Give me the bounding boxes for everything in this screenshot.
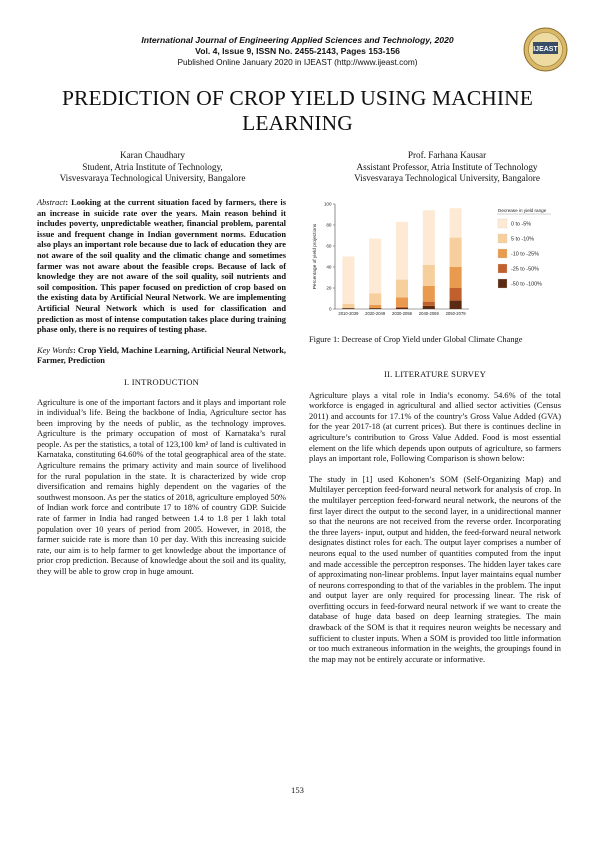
y-axis-label: Percentage of yield projections — [313, 223, 318, 290]
logo-text: IJEAST — [533, 46, 558, 53]
bar-segment — [450, 288, 462, 301]
legend-label: -50 to -100% — [511, 281, 542, 288]
legend-swatch — [498, 264, 507, 273]
intro-heading: I. INTRODUCTION — [123, 376, 200, 387]
y-tick-label: 100 — [323, 201, 332, 207]
legend-title: Decrease in yield range — [498, 208, 547, 213]
author-1-university: Visvesvaraya Technological University, Bangalore — [59, 173, 246, 183]
x-tick-label: 2010-2039 — [338, 311, 359, 316]
bar-segment — [450, 238, 462, 267]
bar-base — [396, 308, 408, 309]
bar-base — [450, 308, 462, 309]
literature-paragraph-2: The study in [1] used Kohonen’s SOM (Self-Organizing Map) and Multilayer perception feed-forward neural network for analysis of crop. In the multilayer perception feed-forward neural network, the neurons of the first layer direct the output to the second layer, in a unidirectional manner so that the neurons are not received from the reverse order. Incorporating the three layers- input, output and hidden, the feed-forward neural network designates distinct roles for each. The output layer comprises a number of neurons equal to the used number of quantities computed from the input and made accessible the perceptron responses. The hidden layer takes care of approximating non-linear problems. Input layer maintains equal number of neurons corresponding to that of the variables in the problem. The input and output layer are only required for processing linear. The risk of overfitting occurs in feed-forward neural network if we want to create the database of huge data based on deep learning strategies. The main drawback of the SOM is that it requires neuron weights be necessary and sufficient to cluster inputs. When a SOM is provided too little information or too much extraneous information in the weights, the groupings found in the map may not be entirely accurate or informative. — [309, 474, 561, 664]
page-number: 153 — [291, 785, 304, 795]
x-tick-label: 2030-2059 — [391, 311, 413, 316]
crop-yield-chart — [305, 196, 555, 320]
author-1-affiliation: Student, Atria Institute of Technology, — [82, 161, 223, 172]
left-column — [37, 198, 286, 578]
literature-heading: II. LITERATURE SURVEY — [383, 369, 487, 379]
bar-segment — [450, 267, 462, 288]
author-2 — [318, 150, 576, 185]
legend-swatch — [498, 234, 507, 243]
bar-base — [342, 308, 354, 309]
keywords-label: Key Words — [37, 345, 73, 355]
author-2-university: Visvesvaraya Technological University, Bangalore — [354, 173, 540, 183]
bar-segment — [396, 222, 408, 280]
paper-title: PREDICTION OF CROP YIELD USING MACHINE LEARNING — [61, 86, 534, 135]
legend-label: 5 to -10% — [511, 236, 535, 243]
keywords-text: : Crop Yield, Machine Learning, Artificial Neural Network, Farmer, Prediction — [37, 345, 286, 366]
bar-segment — [369, 293, 381, 305]
journal-title: International Journal of Engineering Applied Sciences and Technology, 2020 — [141, 35, 454, 45]
bar-segment — [450, 301, 462, 309]
bar-segment — [423, 265, 435, 286]
legend-swatch — [498, 249, 507, 258]
bar-segment — [450, 208, 462, 237]
literature-paragraph-1: Agriculture plays a vital role in India’s economy. 54.6% of the total workforce is engaged in agricultural and allied sector activities (Census 2011) and accounts for 17.1% of the country’s Gross Value Added (GVA) for the year 2017-18 (at current prices). But there is continues decline in agriculture’s contribution to Gross Value Added. Food is most essential element on the life which depends upon outputs of agriculture, so farmers plays an important role, Following Comparison is shown below: — [309, 390, 561, 464]
bar-segment — [396, 307, 408, 308]
abstract-text: : Looking at the current situation faced by farmers, there is an increase in suicide rate over the years. Main reason behind it includes poverty, unpredictable weather, financial problem, parental issue and frequent change in Indian government norms. Education also plays an important role because due to lack of education they are not aware of the soil quality and the climatic change and sometimes farmer was not aware about the feasible crops. Because of lack of knowledge they are not aware of the soil quality, soil nutrients and soil composition. This paper focused on prediction of crop based on the existing data by Artificial Neural Network. We are implementing Artificial Neural Network which is used for classification and prediction as most of intense computation takes place during training phase only, there is no requires of testing phase. — [37, 198, 286, 335]
bar-base — [423, 308, 435, 309]
author-2-affiliation: Assistant Professor, Atria Institute of Technology — [356, 161, 538, 172]
legend-label: -10 to -25% — [511, 251, 539, 258]
y-tick-label: 40 — [326, 264, 332, 270]
y-tick-label: 80 — [326, 222, 332, 228]
abstract — [37, 198, 286, 336]
bar-segment — [369, 239, 381, 294]
legend-swatch — [498, 279, 507, 288]
author-1-name: Karan Chaudhary — [119, 150, 186, 160]
author-2-name: Prof. Farhana Kausar — [407, 150, 487, 160]
journal-volume: Vol. 4, Issue 9, ISSN No. 2455-2143, Pages 153-156 — [195, 46, 400, 56]
bar-segment — [423, 302, 435, 306]
legend-label: 0 to -5% — [511, 221, 532, 228]
y-tick-label: 60 — [326, 243, 332, 249]
intro-paragraph: Agriculture is one of the important factors and it plays and important role in individual’s life. Being the backbone of India, Agriculture sector has been improving by the needs of public, as the technology improves. Agriculture is the primary occupation of most of Karnataka’s rural people. As per the statistics, a total of 123,100 km² of land is cultivated in Karnataka, constituting 64.60% of the total geographical area of the state. Agriculture remains the primary activity and main source of livelihood for the rural population in the state. It is characterized by wide crop diversification and remains highly dependent on the vagaries of the southwest monsoon. As per the statics of 2018, agriculture employed 50% of Indian work force and contribute 17 to 18% of country GDP. Suicide rate of farmer in India had ranged between 1.4 to 1.8 per 1 lakh total population over 10 years of period from 2005. However, in 2018, the farmer suicide rate is more than 10 per day. With this increasing suicide rate, our aim is to help farmer to get knowledge about the importance of prior crop prediction. Because of knowledge about the soil and its quality, they will be able to grow crop in huge amount. — [37, 397, 286, 576]
bar-segment — [423, 210, 435, 265]
bar-segment — [423, 286, 435, 302]
journal-publication-info: Published Online January 2020 in IJEAST (http://www.ijeast.com) — [177, 57, 418, 67]
legend-swatch — [498, 219, 507, 228]
y-tick-label: 0 — [328, 306, 332, 312]
bar-segment — [342, 257, 354, 304]
x-tick-label: 2020-2049 — [365, 311, 386, 316]
x-tick-label: 2040-2069 — [418, 311, 439, 316]
right-column — [309, 369, 561, 665]
y-tick-label: 20 — [326, 285, 332, 291]
bar-segment — [396, 280, 408, 298]
figure-caption: Figure 1: Decrease of Crop Yield under Global Climate Change — [309, 335, 523, 344]
bar-segment — [396, 297, 408, 306]
bar-base — [369, 308, 381, 309]
x-tick-label: 2050-2079 — [445, 311, 466, 316]
author-1 — [30, 150, 275, 185]
journal-logo — [523, 27, 568, 72]
keywords — [37, 346, 286, 367]
abstract-label: Abstract — [37, 198, 66, 207]
legend-label: -25 to -50% — [511, 266, 539, 273]
